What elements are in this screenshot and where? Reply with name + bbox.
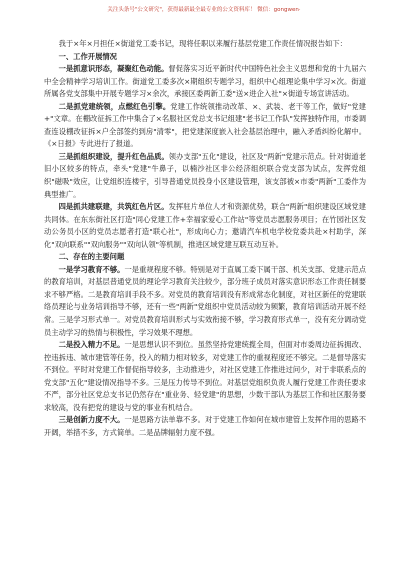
paragraph-lead: 二是抓党建统领，点燃红色引擎。 [58,101,171,111]
paragraph-lead: 二是投入精力不足。 [58,340,125,350]
section-heading: 一、工作开展情况 [58,51,117,61]
paragraph [44,201,366,251]
paragraph-text: 我于×年×月担任×街道党工委书记，现将任职以来履行基层党建工作责任情况报告如下： [58,39,347,48]
paragraph-lead: 三是抓组织建设，提升红色品质。 [58,151,169,161]
paragraph [44,264,366,339]
paragraph-lead: 四是抓共建联建，共筑红色片区。 [58,202,169,212]
paragraph-text: 一是思路方法单靠不多。对于党建工作如何在城市建管上发挥作用的思路不开阔，举措不多，方式简单。二是品牌辐射力度不强。 [44,415,367,437]
section-heading: 二、存在的主要问题 [58,252,125,262]
paragraph-text: 党建工作统领推动改革、×、武装、老干等工作，做好"党建+"文章。在棚改征拆工作中集合了×名服社区党总支书记组建"老书记工作队"发挥独特作用，市委调查连设棚改征拆×户全部签约到房"清零"，把党建深度嵌入社会基层治理中，融入矛盾纠纷化解中。《×日报》专此进行了报道。 [44,101,367,149]
header-banner: 关注头条号"公文研究"，获得最新最全最专业的公文资料库！ 微信：gongwen· [107,7,301,13]
paragraph-lead: 三是创新力度不大。 [58,415,125,425]
paragraph [44,63,366,101]
paragraph [44,339,366,414]
paragraph-lead: 一是学习教育不够。 [58,264,125,274]
paragraph-lead: 一是抓意识形态，凝聚红色动能。 [58,64,169,74]
paragraph [44,101,366,151]
paragraph [44,151,366,201]
paragraph-text: 一是重规程度不够。特别是对于直属工委下属干部、机关支部、党建示范点的教育培训，对基层普通党员的理论学习教育关注较少，部分班子成员对落实意识形态工作责任制要求不够严格。二是教育培训手段不多。对党员的教育培训没有形成常态化制度，对社区新任的党建联络员理论与业务培训指导不够，还有一些"两新"党组织中党员活动较为频繁，教育培训活动开展不经常。三是学习形式单一。对党员教育培训形式与实效衔接不够，学习教育形式单一，没有充分调动党员主动学习的热情与积极性，学习效果不理想。 [44,264,367,337]
paragraph-text: 一是思想认识不到位。虽然坚持党建统揽全局，但面对市委周边征拆拥改、控违拆违、城市建管等任务，投入的精力相对较多，对党建工作的重视程度还不够完。二是督导落实不到位。平时对党建工作督促指导较多，主动推进少，对社区党建工作推进过问少，对于非联系点的党支部"五化"建设情况指导不多。三是压力传导不到位。对基层党组织负责人履行党建工作责任要求不严，部分社区党总支书记仍然存在"重业务、轻党建"的思想，少数干部认为基层工作和社区服务要求较高，没有把党的建设与党的事业有机结合。 [44,340,367,412]
document-body [44,38,366,440]
paragraph [44,414,366,439]
paragraph-text: 发挥驻片单位人才和资源优势，联合"两新"组织建设区域党建共同体。在东东街社区打造"同心党建工作+幸福家爱心工作站"等党员志愿服务项目；在竹园社区发动公务员小区的党员志愿者打造"联心社"，形成向心力；邀请汽车机电学校党委共赴×村助学，深化"双向联系""双向服务""双向认领"等机制，推进区域党建互联互动互补。 [44,202,366,249]
paragraph-text: 领办支部"五化"建设，社区及"两新"党建示范点。针对街道老旧小区较多的特点，牵头"党建"牛鼻子，以楠沙社区非公经济组织联合党支部为试点，发挥党组织"磁吸"效应，让党组织连楼宇，引导普通党员投身小区建设管理，该支部被×市委"两新"工委作为典型推广。 [44,151,366,199]
paragraph-text: 督促落实习近平新时代中国特色社会主义思想和党的十九届六中全会精神学习培训工作。街道党工委多次×期组织专题学习，组织中心组理论集中学习×次。街道所属各党支部集中开展专题学习×余次，承接区委两新工委"送×进企入社"×街道专场宣讲活动。 [44,64,366,99]
paragraph [44,38,366,51]
